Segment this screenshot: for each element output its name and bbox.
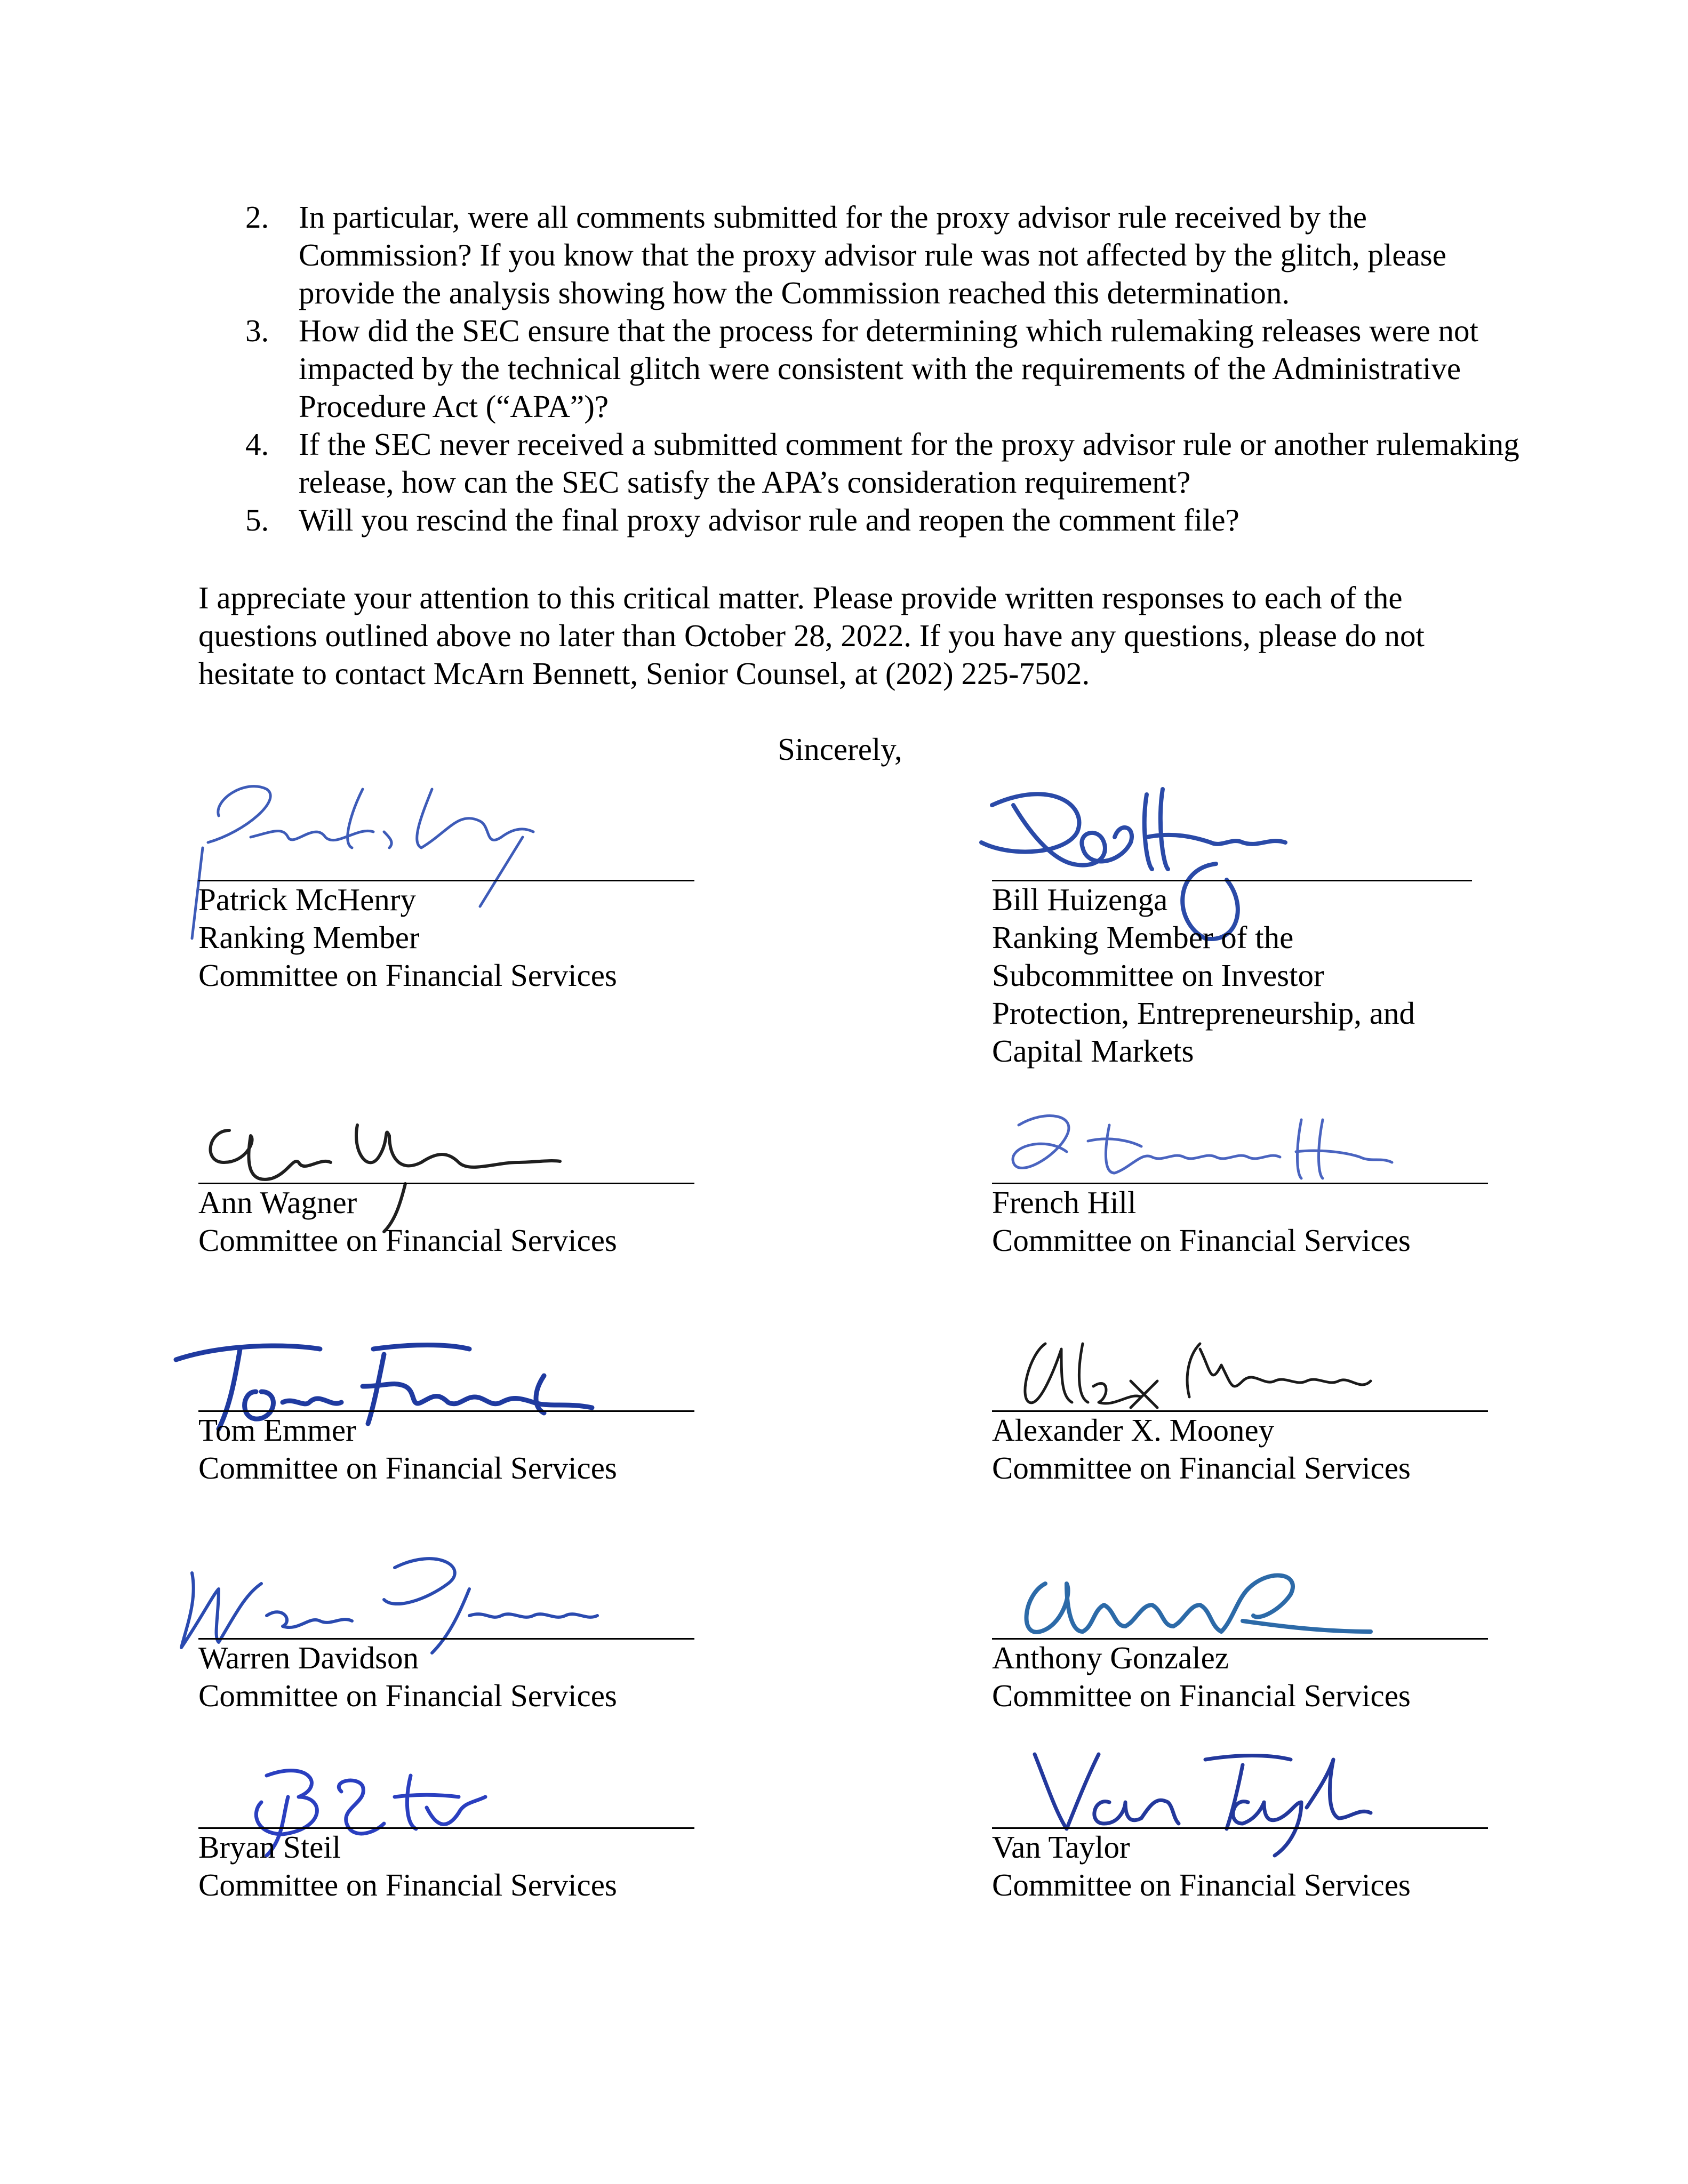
signer-block-hill bbox=[992, 1184, 1493, 1259]
list-item-text: If the SEC never received a submitted comment for the proxy advisor rule or another rulemaking release, how can the SEC satisfy the APA’s consideration requirement? bbox=[299, 427, 1519, 500]
signer-name: Alexander X. Mooney bbox=[992, 1412, 1275, 1448]
closing-paragraph: I appreciate your attention to this critical matter. Please provide written responses to each of the questions outlined above no later than October 28, 2022. If you have any questions, please do not hesitate to contact McArn Bennett, Senior Counsel, at (202) 225-7502. bbox=[198, 580, 1425, 691]
list-item bbox=[245, 501, 1525, 539]
signer-block-steil bbox=[198, 1828, 700, 1904]
list-item-number: 4. bbox=[245, 427, 269, 462]
signer-committee: Committee on Financial Services bbox=[198, 958, 617, 993]
signer-block-mchenry bbox=[198, 881, 700, 994]
signer-committee: Committee on Financial Services bbox=[992, 1450, 1411, 1486]
signer-name: Van Taylor bbox=[992, 1829, 1130, 1865]
signer-block-wagner bbox=[198, 1184, 700, 1259]
signer-name: French Hill bbox=[992, 1185, 1137, 1220]
signer-block-taylor bbox=[992, 1828, 1493, 1904]
signer-title: Subcommittee on Investor bbox=[992, 958, 1324, 993]
list-item-number: 5. bbox=[245, 502, 269, 537]
signer-name: Patrick McHenry bbox=[198, 882, 416, 917]
signer-name: Warren Davidson bbox=[198, 1640, 419, 1675]
signer-title: Ranking Member of the bbox=[992, 920, 1294, 955]
signer-committee: Committee on Financial Services bbox=[992, 1223, 1411, 1258]
signature-mooney bbox=[1008, 1333, 1392, 1418]
signer-title: Ranking Member bbox=[198, 920, 420, 955]
valediction: Sincerely, bbox=[778, 732, 902, 767]
list-item bbox=[245, 425, 1525, 501]
signer-committee: Committee on Financial Services bbox=[198, 1223, 617, 1258]
signer-title: Protection, Entrepreneurship, and bbox=[992, 995, 1415, 1031]
list-item bbox=[245, 312, 1525, 425]
signer-block-mooney bbox=[992, 1411, 1493, 1487]
signer-block-huizenga bbox=[992, 881, 1493, 1070]
signer-name: Bryan Steil bbox=[198, 1829, 341, 1865]
signer-name: Anthony Gonzalez bbox=[992, 1640, 1229, 1675]
list-item-number: 3. bbox=[245, 313, 269, 348]
signer-block-emmer bbox=[198, 1411, 700, 1487]
signer-committee: Committee on Financial Services bbox=[198, 1678, 617, 1713]
signer-block-davidson bbox=[198, 1639, 700, 1715]
signer-name: Bill Huizenga bbox=[992, 882, 1168, 917]
list-item bbox=[245, 198, 1525, 312]
question-list bbox=[245, 198, 1525, 539]
list-item-text: How did the SEC ensure that the process for determining which rulemaking releases were not impacted by the technical glitch were consistent with the requirements of the Administrative Procedure Act (“APA”)? bbox=[299, 313, 1478, 424]
signer-name: Tom Emmer bbox=[198, 1412, 356, 1448]
signer-committee: Committee on Financial Services bbox=[198, 1450, 617, 1486]
signer-committee: Committee on Financial Services bbox=[198, 1867, 617, 1902]
signer-committee: Committee on Financial Services bbox=[992, 1678, 1411, 1713]
signer-committee: Committee on Financial Services bbox=[992, 1867, 1411, 1902]
list-item-text: In particular, were all comments submitted for the proxy advisor rule received by the Commission? If you know that the proxy advisor rule was not affected by the glitch, please provide the analysis showing how the Commission reached this determination. bbox=[299, 199, 1446, 310]
signer-name: Ann Wagner bbox=[198, 1185, 357, 1220]
list-item-text: Will you rescind the final proxy advisor rule and reopen the comment file? bbox=[299, 502, 1239, 537]
list-item-number: 2. bbox=[245, 199, 269, 235]
signer-block-gonzalez bbox=[992, 1639, 1493, 1715]
signer-title: Capital Markets bbox=[992, 1033, 1194, 1069]
